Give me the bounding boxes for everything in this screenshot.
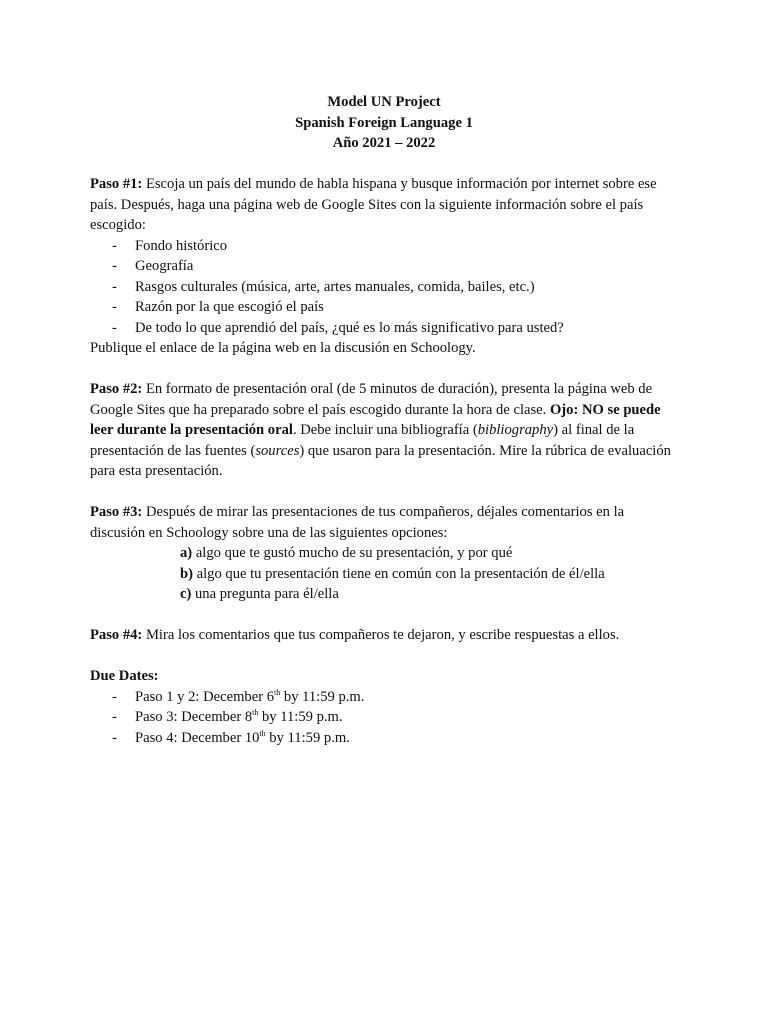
- paso-4-label: Paso #4:: [90, 627, 143, 643]
- due-date-prefix: Paso 1 y 2: December 6: [135, 688, 275, 705]
- document-title: Model UN Project: [327, 94, 441, 110]
- paso-3-text: Después de mirar las presentaciones de tus compañeros, déjales comentarios en la discusión en Schoology sobre una de las siguientes opciones:: [90, 504, 625, 541]
- paso-2-paragraph: [90, 379, 678, 482]
- due-date-item: [90, 707, 678, 728]
- list-item: - Rasgos culturales (música, arte, artes manuales, comida, bailes, etc.): [90, 277, 678, 298]
- paso-2-text-a: En formato de presentación oral (de 5 minutos de duración), presenta la página web de Google Sites que ha preparado sobre el país escogido durante la hora de clase.: [90, 381, 653, 418]
- paso-2-label: Paso #2:: [90, 381, 143, 397]
- due-date-prefix: Paso 4: December 10: [135, 729, 260, 746]
- paso-3-paragraph: [90, 502, 678, 543]
- list-item: - Fondo histórico: [90, 236, 678, 257]
- option-letter: b): [180, 565, 193, 582]
- due-date-prefix: Paso 3: December 8: [135, 709, 253, 725]
- paso-4-paragraph: [90, 625, 678, 646]
- paso-1-closing: Publique el enlace de la página web en la discusión en Schoology.: [90, 340, 476, 356]
- option-text: algo que te gustó mucho de su presentación, y por qué: [192, 545, 513, 561]
- option-letter: a): [180, 545, 193, 561]
- option-item: [180, 584, 678, 605]
- paso-1-label: Paso #1:: [90, 176, 143, 192]
- paso-2-text-b: . Debe incluir una bibliografía (: [292, 422, 478, 438]
- due-dates-list: [90, 687, 678, 749]
- due-date-ordinal: th: [252, 708, 259, 718]
- paso-1-text: Escoja un país del mundo de habla hispana y busque información por internet sobre ese país. Después, haga una página web de Google Sites con la siguiente información sobre el país escogido:: [90, 176, 657, 233]
- due-date-ordinal: th: [259, 728, 266, 738]
- paso-2-section: [90, 379, 678, 482]
- paso-2-text-d: ) que usaron para la presentación. Mire la rúbrica de evaluación para esta presentación.: [90, 442, 671, 479]
- due-date-item: [90, 687, 678, 708]
- paso-3-section: [90, 502, 678, 605]
- paso-2-term-bibliography: bibliography: [477, 422, 554, 438]
- list-item: - Razón por la que escogió el país: [90, 297, 678, 318]
- option-letter: c): [180, 586, 192, 602]
- paso-4-section: [90, 625, 678, 646]
- list-item: - Geografía: [90, 256, 678, 277]
- paso-2-term-sources: sources: [255, 442, 300, 459]
- course-name: Spanish Foreign Language 1: [295, 114, 473, 131]
- option-item: [180, 564, 678, 585]
- option-text: algo que tu presentación tiene en común con la presentación de él/ella: [192, 565, 605, 582]
- option-item: [180, 543, 678, 564]
- paso-1-list: [90, 236, 678, 339]
- due-date-suffix: by 11:59 p.m.: [258, 709, 343, 725]
- option-text: una pregunta para él/ella: [191, 586, 339, 602]
- due-date-suffix: by 11:59 p.m.: [265, 729, 350, 746]
- paso-2-warning: Ojo: NO se puede leer durante la presentación oral: [90, 401, 661, 438]
- due-date-suffix: by 11:59 p.m.: [280, 688, 365, 705]
- due-date-item: [90, 728, 678, 749]
- paso-1-section: [90, 174, 678, 359]
- school-year: Año 2021 – 2022: [332, 135, 436, 151]
- paso-4-text: Mira los comentarios que tus compañeros te dejaron, y escribe respuestas a ellos.: [142, 627, 620, 643]
- due-date-ordinal: th: [274, 687, 281, 697]
- paso-3-label: Paso #3:: [90, 504, 143, 520]
- due-dates-section: [90, 666, 678, 748]
- paso-1-paragraph: [90, 174, 678, 236]
- due-dates-heading: Due Dates:: [90, 668, 159, 684]
- list-item: - De todo lo que aprendió del país, ¿qué es lo más significativo para usted?: [90, 318, 678, 339]
- paso-3-options: [90, 543, 678, 605]
- title-block: [90, 92, 678, 154]
- paso-2-text-c: ) al final de la presentación de las fuentes (: [90, 422, 635, 459]
